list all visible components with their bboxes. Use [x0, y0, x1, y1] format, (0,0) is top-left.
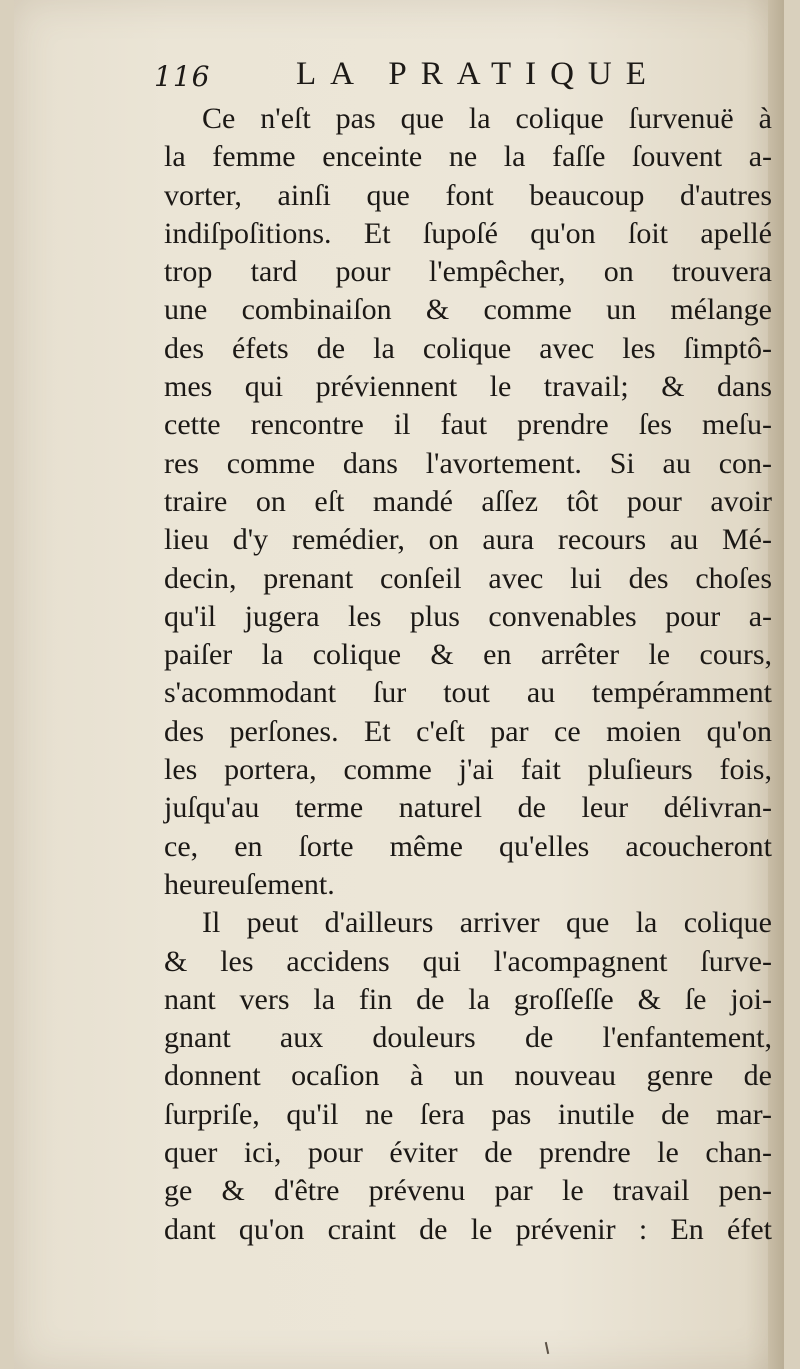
text-line: une combinaiſon & comme un mélange	[164, 293, 772, 327]
text-line: quer ici, pour éviter de prendre le chan-	[164, 1136, 772, 1170]
text-line: ge & d'être prévenu par le travail pen-	[164, 1174, 772, 1208]
text-line: la femme enceinte ne la faſſe ſouvent a-	[164, 140, 772, 174]
text-line: gnant aux douleurs de l'enfantement,	[164, 1021, 772, 1055]
text-line: s'acommodant ſur tout au tempéramment	[164, 676, 772, 710]
text-line: des perſones. Et c'eſt par ce moien qu'on	[164, 714, 772, 748]
book-page	[14, 0, 784, 1369]
text-line: mes qui préviennent le travail; & dans	[164, 370, 772, 404]
text-line: & les accidens qui l'acompagnent ſurve-	[164, 944, 772, 978]
text-line: indiſpoſitions. Et ſupoſé qu'on ſoit apellé	[164, 216, 772, 250]
text-line: traire on eſt mandé aſſez tôt pour avoir	[164, 484, 772, 518]
text-line: Il peut d'ailleurs arriver que la colique	[202, 906, 772, 940]
running-title: LA PRATIQUE	[296, 56, 660, 92]
text-line: qu'il jugera les plus convenables pour a-	[164, 599, 772, 633]
text-line: ce, en ſorte même qu'elles acoucheront	[164, 829, 772, 863]
text-line: ſurpriſe, qu'il ne ſera pas inutile de mar-	[164, 1097, 772, 1131]
text-line: paiſer la colique & en arrêter le cours,	[164, 638, 772, 672]
text-line: res comme dans l'avortement. Si au con-	[164, 446, 772, 480]
text-line: heureuſement.	[164, 867, 335, 901]
text-line: lieu d'y remédier, on aura recours au Mé-	[164, 523, 772, 557]
text-line: juſqu'au terme naturel de leur délivran-	[164, 791, 772, 825]
text-line: decin, prenant conſeil avec lui des choſes	[164, 561, 772, 595]
page-header	[154, 56, 774, 100]
ink-mark	[545, 1342, 549, 1354]
text-line: vorter, ainſi que font beaucoup d'autres	[164, 178, 772, 212]
text-line: dant qu'on craint de le prévenir : En éfet	[164, 1212, 772, 1246]
text-line: trop tard pour l'empêcher, on trouvera	[164, 255, 772, 289]
text-line: des éfets de la colique avec les ſimptô-	[164, 331, 772, 365]
text-line: Ce n'eſt pas que la colique ſurvenuë à	[202, 102, 772, 135]
text-line: les portera, comme j'ai fait pluſieurs fois,	[164, 753, 772, 787]
text-line: donnent ocaſion à un nouveau genre de	[164, 1059, 772, 1093]
text-line: nant vers la fin de la groſſeſſe & ſe joi-	[164, 982, 772, 1016]
body-text	[164, 100, 772, 1249]
page-number: 116	[154, 60, 211, 93]
text-line: cette rencontre il faut prendre ſes meſu-	[164, 408, 772, 442]
